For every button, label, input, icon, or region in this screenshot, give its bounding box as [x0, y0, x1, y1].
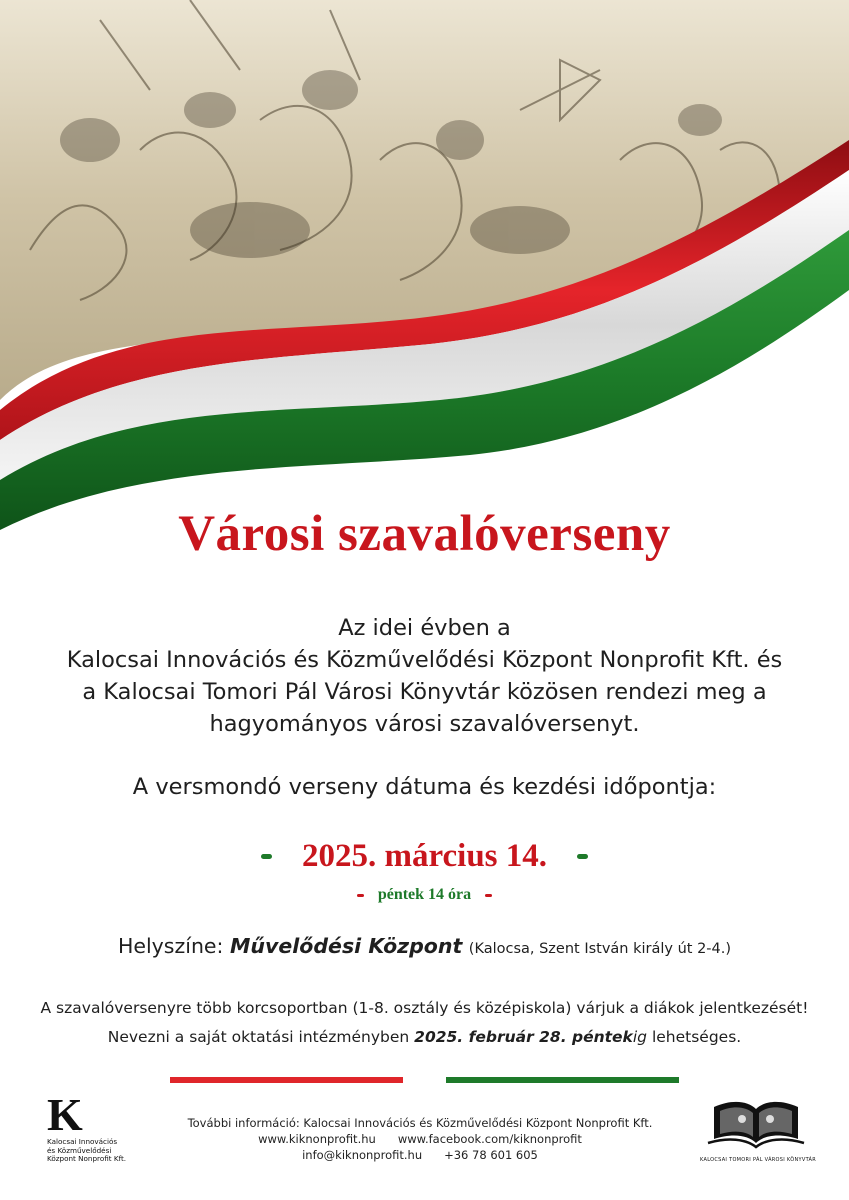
green-divider-bar [446, 1077, 679, 1083]
library-logo [700, 1093, 817, 1163]
venue-line [0, 934, 849, 958]
email-link[interactable]: info@kiknonprofit.hu [302, 1148, 423, 1162]
page-title: Városi szavalóverseny [178, 506, 671, 562]
deadline-suffix: ig [632, 1028, 648, 1046]
red-dash-decoration [485, 894, 492, 897]
intro-paragraph [0, 612, 849, 740]
venue-name: Művelődési Központ [230, 934, 463, 958]
intro-line: Az idei évben a [338, 615, 511, 641]
event-time-row [0, 886, 849, 904]
hero-illustration [0, 0, 849, 560]
deadline-date: 2025. február 28. péntek [414, 1028, 633, 1046]
info-line-deadline [0, 1023, 849, 1052]
intro-line: a Kalocsai Tomori Pál Városi Könyvtár közösen rendezi meg a [82, 679, 767, 705]
phone-number: +36 78 601 605 [444, 1148, 538, 1162]
footer-links-line [180, 1131, 660, 1147]
info-paragraph [0, 994, 849, 1052]
footer-contact [180, 1115, 660, 1163]
library-logo-text: KALOCSAI TOMORI PÁL VÁROSI KÖNYVTÁR [700, 1157, 817, 1163]
info-line-categories: A szavalóversenyre több korcsoportban (1-8. osztály és középiskola) várjuk a diákok jelentkezését! [40, 999, 809, 1017]
intro-line: hagyományos városi szavalóversenyt. [209, 711, 640, 737]
kik-logo-mark: K [47, 1089, 83, 1140]
footer-contact-line [180, 1147, 660, 1163]
venue-label: Helyszíne: [117, 934, 224, 958]
event-time: péntek 14 óra [377, 886, 472, 903]
date-intro: A versmondó verseny dátuma és kezdési időpontja: [132, 774, 717, 800]
deadline-end: lehetséges. [651, 1028, 742, 1046]
venue-address: (Kalocsa, Szent István király út 2-4.) [468, 941, 732, 957]
facebook-link[interactable]: www.facebook.com/kiknonprofit [397, 1132, 582, 1146]
deadline-prefix: Nevezni a saját oktatási intézményben [107, 1028, 410, 1046]
intro-line: Kalocsai Innovációs és Közművelődési Központ Nonprofit Kft. és [66, 647, 783, 673]
event-date: 2025. március 14. [301, 838, 548, 874]
event-date-row [0, 838, 849, 875]
open-book-icon [706, 1093, 806, 1151]
footer-info-line: További információ: Kalocsai Innovációs és Közművelődési Központ Nonprofit Kft. [187, 1116, 653, 1130]
website-link[interactable]: www.kiknonprofit.hu [258, 1132, 376, 1146]
battle-scene-illustration [0, 0, 849, 560]
kik-logo [47, 1089, 167, 1164]
kik-logo-text: Kalocsai Innovációs és Közművelődési Központ Nonprofit Kft. [47, 1137, 127, 1163]
green-dash-decoration [261, 854, 272, 859]
red-divider-bar [170, 1077, 403, 1083]
green-dash-decoration [577, 854, 588, 859]
red-dash-decoration [357, 894, 364, 897]
